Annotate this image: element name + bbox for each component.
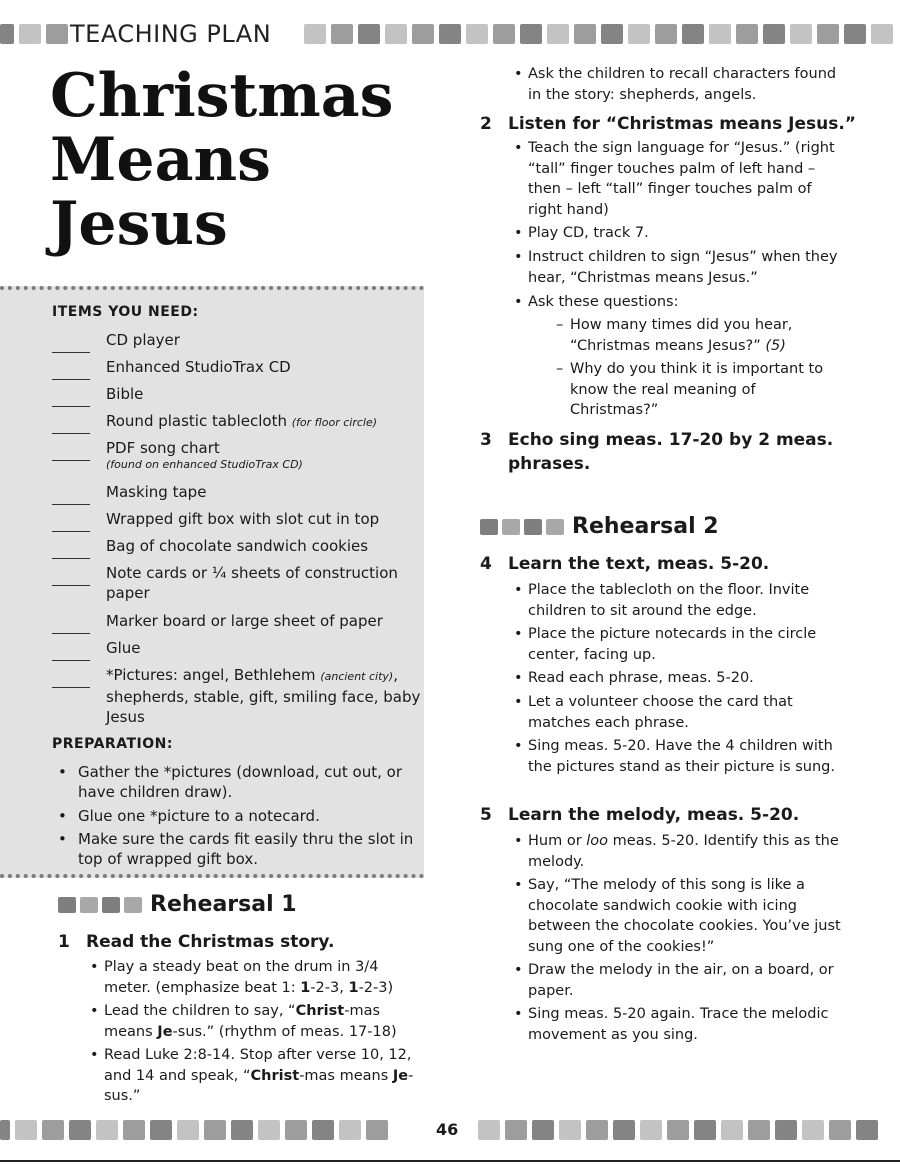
preparation-heading: PREPARATION: xyxy=(52,736,173,752)
footer-squares-right xyxy=(478,1120,878,1140)
page-number: 46 xyxy=(436,1120,459,1139)
items-box: ITEMS YOU NEED: CD player Enhanced StudioTrax CD Bible Round plastic tablecloth (for floor circle) PDF song chart (found on enhanced StudioTrax CD) Masking tape Wrapped gift box with slot cut in top Bag of chocolate sandwich cookies Note cards or ¼ sheets of construction paper Marker board or large sheet of paper Glue *Pictures: angel, Bethlehem (ancient city), shepherds, stable, gift, smiling face, baby Jesus PREPARATION: • Gather the *pictures (download, cut out, or have children draw). • Glue one *picture to a notecard. • Make sure the cards fit easily thru the slot in top of wrapped gift box. xyxy=(0,286,424,878)
title-line-3: Jesus xyxy=(50,189,228,259)
title-line-2: Means xyxy=(50,125,271,195)
header-band xyxy=(0,18,900,50)
bottom-rule xyxy=(0,1160,900,1162)
rehearsal-1-heading: Rehearsal 1 xyxy=(58,892,297,917)
header-title: TEACHING PLAN xyxy=(70,20,272,48)
items-heading: ITEMS YOU NEED: xyxy=(52,304,199,320)
header-squares-right xyxy=(304,24,893,44)
header-squares-left xyxy=(0,24,68,44)
rehearsal-2-heading: Rehearsal 2 xyxy=(480,514,719,539)
footer-band xyxy=(0,1118,900,1144)
page-title xyxy=(50,61,450,259)
title-line-1: Christmas xyxy=(50,61,394,131)
footer-squares-left xyxy=(0,1120,388,1140)
